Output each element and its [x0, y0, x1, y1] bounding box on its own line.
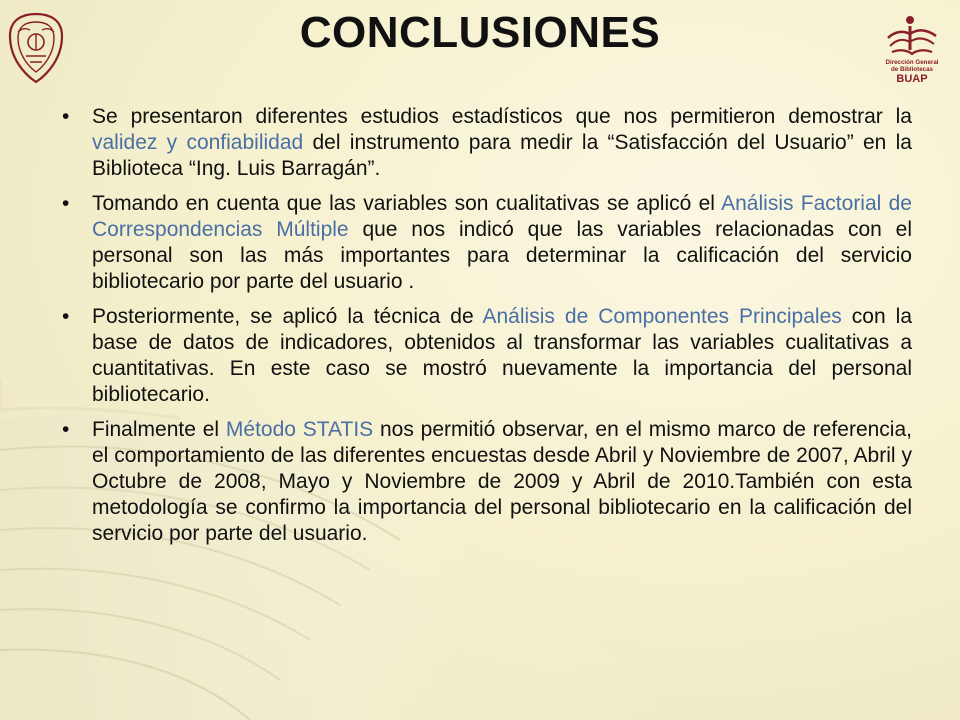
bullet-text: del instrumento para medir la “Satisfacción del Usuario” en la Biblioteca “Ing. Luis Barragán”.	[92, 131, 912, 180]
bullet-text: Posteriormente, se aplicó la técnica de	[92, 305, 483, 328]
logo-line-1: Dirección General	[885, 59, 939, 66]
bullet-text: Finalmente el	[92, 418, 226, 441]
bullet-item	[62, 191, 912, 295]
bullet-item	[62, 417, 912, 547]
slide-title: CONCLUSIONES	[299, 8, 661, 57]
logo-line-2: de Bibliotecas	[891, 66, 933, 73]
bullet-item	[62, 304, 912, 408]
bullet-text: con la base de datos de indicadores, obtenidos al transformar las variables cualitativas a cuantitativas. En este caso se mostró nuevamente la importancia del personal bibliotecario.	[92, 305, 912, 406]
library-tree-icon	[880, 14, 944, 86]
highlight-term: validez y confiabilidad	[92, 131, 304, 154]
conclusions-list	[62, 104, 912, 556]
bullet-text: Se presentaron diferentes estudios estadísticos que nos permitieron demostrar la	[92, 105, 912, 128]
bullet-text: Tomando en cuenta que las variables son cualitativas se aplicó el	[92, 192, 722, 215]
bullet-text: nos permitió observar, en el mismo marco de referencia, el comportamiento de las diferentes encuestas desde Abril y Noviembre de 2007, Abril y Octubre de 2008, Mayo y Noviembre de 2009 y Abril de 2010.También con esta metodología se confirmo la importancia del personal bibliotecario en la calificación del servicio por parte del usuario.	[92, 418, 912, 545]
bullet-item	[62, 104, 912, 182]
highlight-term: Método STATIS	[225, 418, 374, 441]
highlight-term: Análisis Factorial de Correspondencias Múltiple	[92, 192, 912, 241]
bullet-text: que nos indicó que las variables relacionadas con el personal son las más importantes para determinar la calificación del servicio bibliotecario por parte del usuario .	[92, 218, 912, 293]
logo-line-3: BUAP	[896, 73, 928, 85]
highlight-term: Análisis de Componentes Principales	[482, 305, 842, 328]
